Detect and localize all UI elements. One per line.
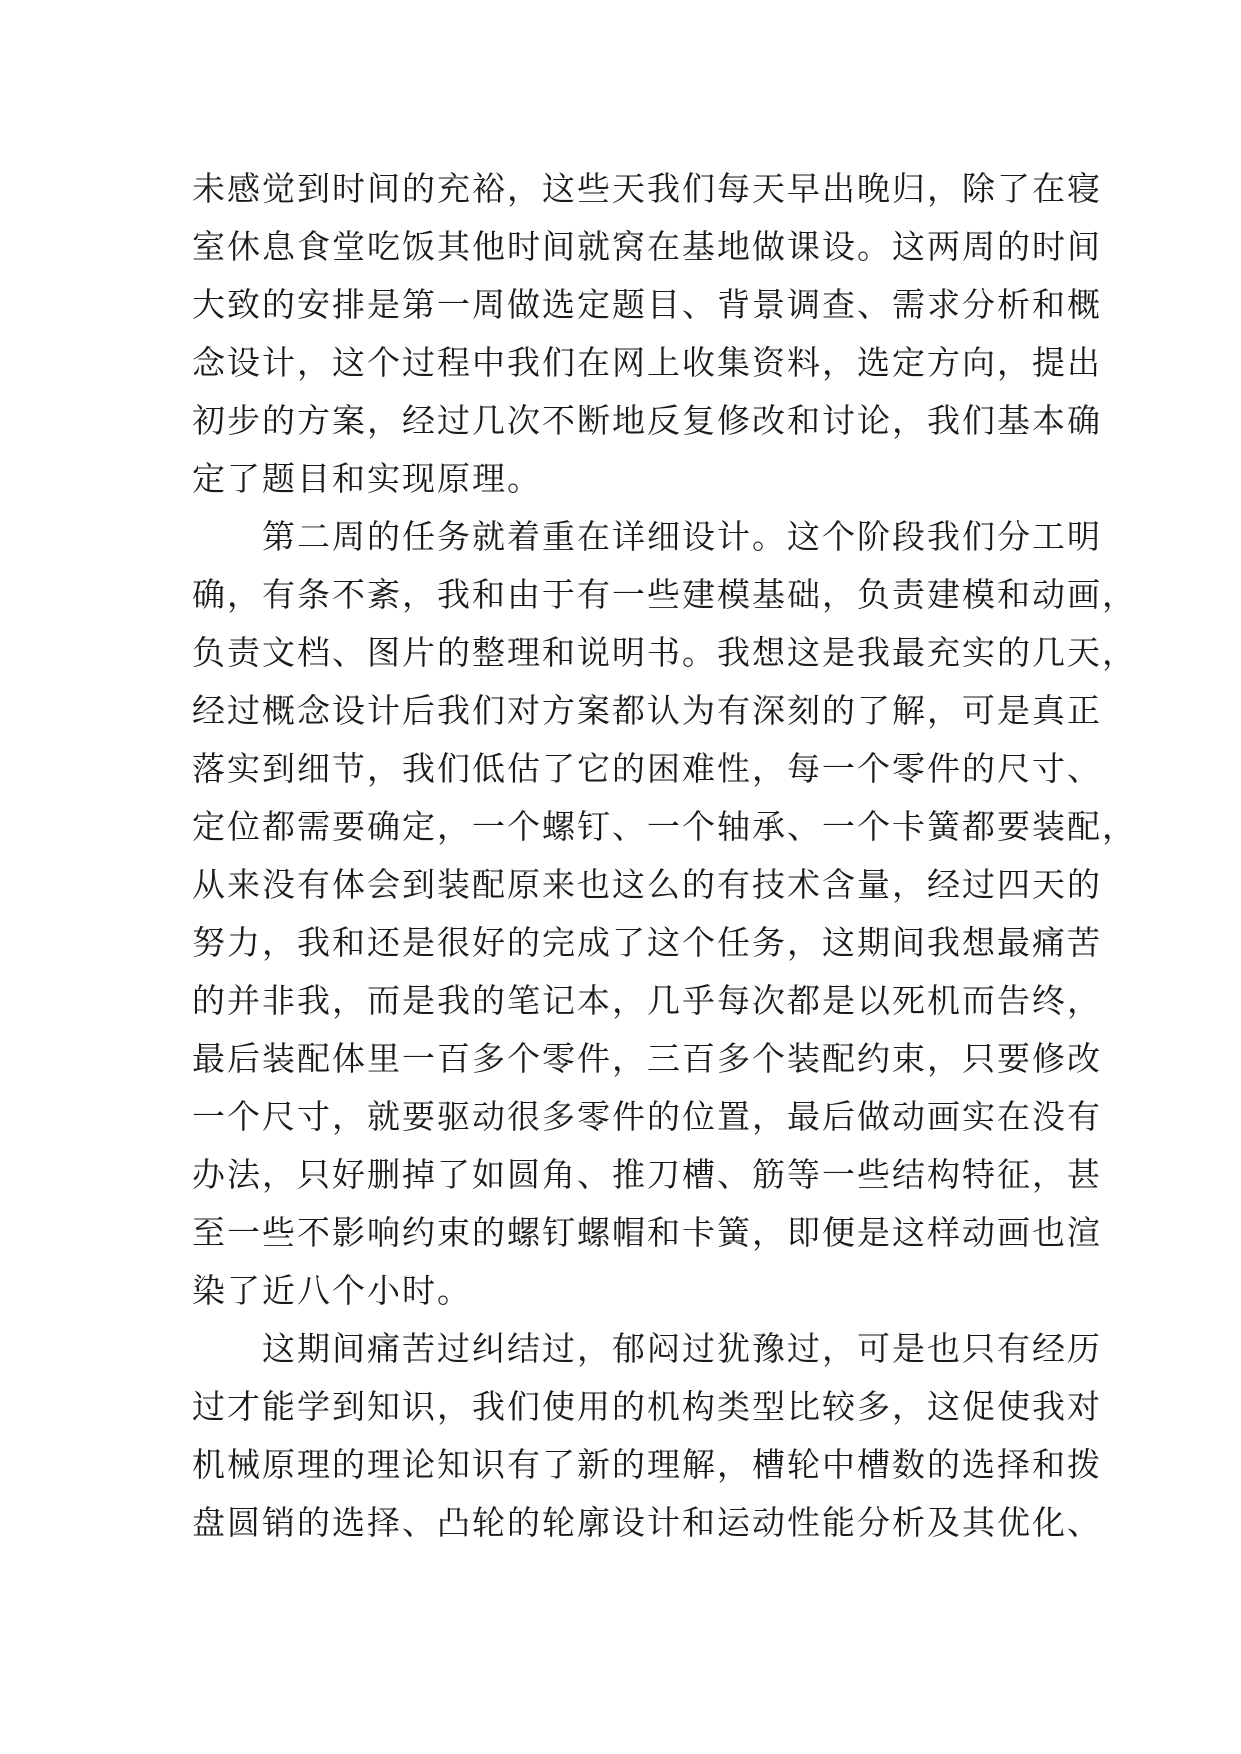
text-line: 经过概念设计后我们对方案都认为有深刻的了解，可是真正 [192,691,1102,730]
text-line: 这期间痛苦过纠结过，郁闷过犹豫过，可是也只有经历 [192,1329,1102,1368]
text-line: 定位都需要确定，一个螺钉、一个轴承、一个卡簧都要装配， [192,807,1137,846]
text-line: 定了题目和实现原理。 [192,459,542,498]
text-line: 染了近八个小时。 [192,1271,472,1310]
text-line: 至一些不影响约束的螺钉螺帽和卡簧，即便是这样动画也渲 [192,1213,1102,1252]
text-line: 室休息食堂吃饭其他时间就窝在基地做课设。这两周的时间 [192,227,1102,266]
text-line: 念设计，这个过程中我们在网上收集资料，选定方向，提出 [192,343,1102,382]
text-line: 第二周的任务就着重在详细设计。这个阶段我们分工明 [192,517,1102,556]
text-line: 努力，我和还是很好的完成了这个任务，这期间我想最痛苦 [192,923,1102,962]
text-line: 确，有条不紊，我和由于有一些建模基础，负责建模和动画， [192,575,1137,614]
text-line: 过才能学到知识，我们使用的机构类型比较多，这促使我对 [192,1387,1102,1426]
text-line: 未感觉到时间的充裕，这些天我们每天早出晚归，除了在寝 [192,169,1102,208]
text-line: 最后装配体里一百多个零件，三百多个装配约束，只要修改 [192,1039,1102,1078]
text-line: 盘圆销的选择、凸轮的轮廓设计和运动性能分析及其优化、 [192,1503,1102,1542]
text-line: 大致的安排是第一周做选定题目、背景调查、需求分析和概 [192,285,1102,324]
text-line: 的并非我，而是我的笔记本，几乎每次都是以死机而告终， [192,981,1102,1020]
text-line: 负责文档、图片的整理和说明书。我想这是我最充实的几天， [192,633,1137,672]
body-text [192,160,1137,1552]
text-line: 一个尺寸，就要驱动很多零件的位置，最后做动画实在没有 [192,1097,1102,1136]
text-line: 机械原理的理论知识有了新的理解，槽轮中槽数的选择和拨 [192,1445,1102,1484]
text-line: 从来没有体会到装配原来也这么的有技术含量，经过四天的 [192,865,1102,904]
text-line: 落实到细节，我们低估了它的困难性，每一个零件的尺寸、 [192,749,1102,788]
text-line: 办法，只好删掉了如圆角、推刀槽、筋等一些结构特征，甚 [192,1155,1102,1194]
text-line: 初步的方案，经过几次不断地反复修改和讨论，我们基本确 [192,401,1102,440]
